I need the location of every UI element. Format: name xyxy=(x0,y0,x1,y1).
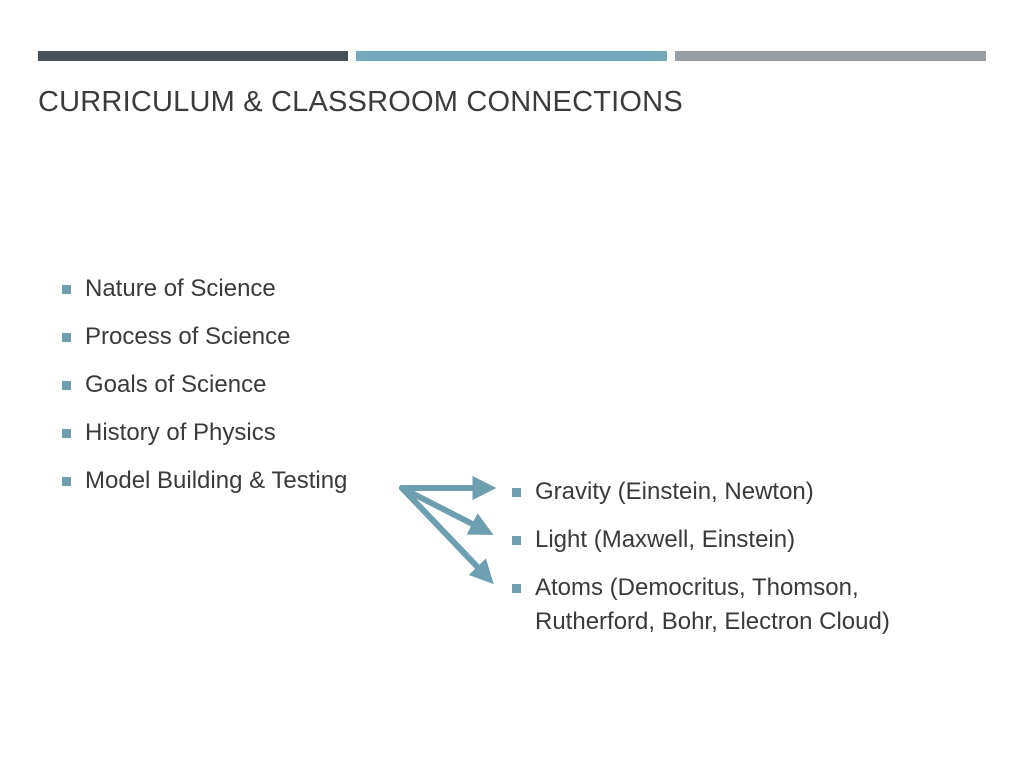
square-bullet-icon xyxy=(62,477,71,486)
square-bullet-icon xyxy=(62,333,71,342)
list-item xyxy=(62,464,402,498)
square-bullet-icon xyxy=(512,488,521,497)
header-bar-dark xyxy=(38,51,348,61)
square-bullet-icon xyxy=(62,429,71,438)
square-bullet-icon xyxy=(512,584,521,593)
slide-title: CURRICULUM & CLASSROOM CONNECTIONS xyxy=(38,86,683,118)
list-item xyxy=(62,416,402,450)
arrow-to-atoms-icon xyxy=(402,488,488,578)
square-bullet-icon xyxy=(62,285,71,294)
arrow-to-light-icon xyxy=(402,488,486,531)
list-item xyxy=(62,368,402,402)
list-item-label: Model Building & Testing xyxy=(85,467,348,494)
list-item-label: Goals of Science xyxy=(85,371,267,398)
header-bar-gray xyxy=(675,51,986,61)
list-item-label: Atoms (Democritus, Thomson, Rutherford, Bohr, Electron Cloud) xyxy=(535,574,890,635)
list-item xyxy=(512,523,932,557)
list-item-label: Nature of Science xyxy=(85,275,276,302)
list-item-label: Process of Science xyxy=(85,323,291,350)
list-item xyxy=(512,475,932,509)
list-item-label: Light (Maxwell, Einstein) xyxy=(535,526,796,553)
list-item xyxy=(62,320,402,354)
list-item-label: Gravity (Einstein, Newton) xyxy=(535,478,814,505)
header-bar-blue xyxy=(356,51,667,61)
list-item xyxy=(512,571,932,639)
topic-list xyxy=(62,272,402,512)
model-examples-list xyxy=(512,475,932,653)
list-item xyxy=(62,272,402,306)
square-bullet-icon xyxy=(62,381,71,390)
list-item-label: History of Physics xyxy=(85,419,276,446)
square-bullet-icon xyxy=(512,536,521,545)
